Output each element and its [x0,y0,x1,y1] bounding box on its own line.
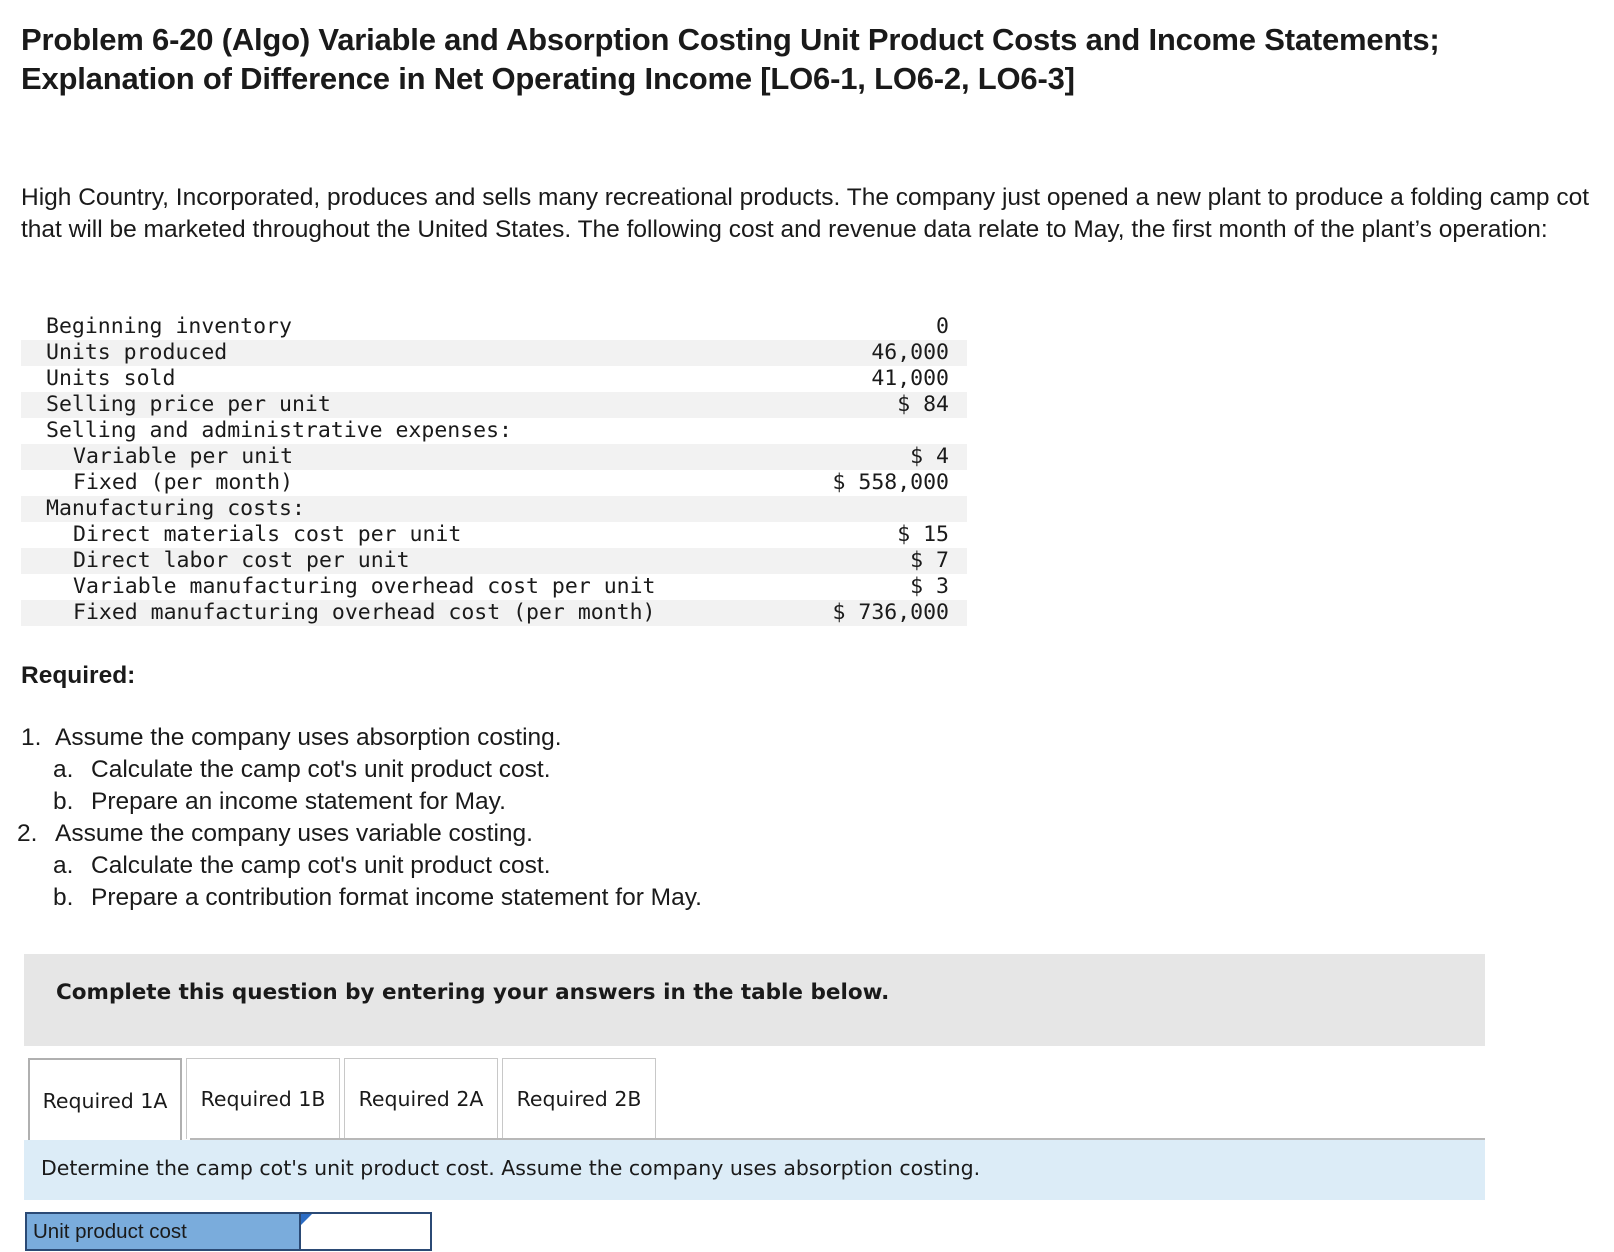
row-value: $ 736,000 [832,600,949,625]
row-label: Units sold [46,366,176,391]
row-value: $ 84 [897,392,949,417]
instruction-text: Complete this question by entering your answers in the table below. [56,980,890,1005]
unit-product-cost-input[interactable] [301,1214,430,1249]
problem-intro: High Country, Incorporated, produces and sells many recreational products. The company just opened a new plant to produce a folding camp cot that will be marketed throughout the United States. The following cost and revenue data relate to May, the first month of the plant’s operation: [21,184,1589,243]
row-label: Units produced [46,340,228,365]
row-value: $ 7 [910,548,949,573]
table-row [21,574,967,600]
unit-product-cost-label: Unit product cost [27,1214,301,1249]
row-value [749,418,967,444]
list-item [21,882,921,914]
tab-required-1b[interactable]: Required 1B [186,1058,340,1139]
row-label: Fixed (per month) [73,470,294,495]
item-letter: b. [53,884,74,911]
row-label: Direct materials cost per unit [73,522,462,547]
item-number: 2. [17,820,38,847]
table-row [21,548,967,574]
instruction-banner [24,954,1485,1046]
cost-data-table [21,314,967,626]
row-label: Fixed manufacturing overhead cost (per month) [73,600,656,625]
problem-title: Problem 6-20 (Algo) Variable and Absorption Costing Unit Product Costs and Income Statements; Explanation of Difference in Net Operating Income [LO6-1, LO6-2, LO6-3] [21,22,1440,96]
row-value: $ 4 [910,444,949,469]
item-text: Calculate the camp cot's unit product cost. [91,852,551,879]
table-row [21,496,967,522]
row-label: Selling price per unit [46,392,331,417]
row-label: Selling and administrative expenses: [46,418,512,443]
list-item [17,818,921,850]
table-row [21,340,967,366]
item-letter: a. [53,756,74,783]
required-tabs [28,1058,660,1140]
item-text: Prepare an income statement for May. [91,788,506,815]
item-text: Prepare a contribution format income statement for May. [91,884,702,911]
item-text: Calculate the camp cot's unit product cost. [91,756,551,783]
tab-required-2b[interactable]: Required 2B [502,1058,656,1139]
table-row [21,392,967,418]
table-row [21,470,967,496]
table-row [21,366,967,392]
tab-required-1a[interactable]: Required 1A [28,1058,182,1142]
row-label: Beginning inventory [46,314,292,339]
answer-row [25,1212,432,1251]
item-letter: b. [53,788,74,815]
row-value: $ 558,000 [832,470,949,495]
row-label: Variable manufacturing overhead cost per unit [73,574,656,599]
prompt-banner [24,1140,1485,1200]
prompt-text: Determine the camp cot's unit product cost. Assume the company uses absorption costing. [41,1156,981,1180]
list-item [21,850,921,882]
item-letter: a. [53,852,74,879]
row-value: 0 [936,314,949,339]
required-heading: Required: [21,662,136,689]
item-text: Assume the company uses absorption costing. [55,724,562,751]
table-row [21,418,967,444]
list-item [21,722,921,754]
tab-required-2a[interactable]: Required 2A [344,1058,498,1139]
row-label: Variable per unit [73,444,294,469]
input-corner-marker-icon [301,1214,312,1225]
table-row [21,314,967,340]
requirements-list [17,722,921,914]
list-item [21,754,921,786]
row-label: Direct labor cost per unit [73,548,410,573]
row-label: Manufacturing costs: [46,496,305,521]
row-value [749,496,967,522]
item-text: Assume the company uses variable costing. [55,820,533,847]
row-value: $ 3 [910,574,949,599]
row-value: 46,000 [871,340,949,365]
list-item [21,786,921,818]
answer-cell [301,1214,430,1249]
item-number: 1. [21,724,42,751]
table-row [21,600,967,626]
row-value: 41,000 [871,366,949,391]
table-row [21,522,967,548]
row-value: $ 15 [897,522,949,547]
table-row [21,444,967,470]
